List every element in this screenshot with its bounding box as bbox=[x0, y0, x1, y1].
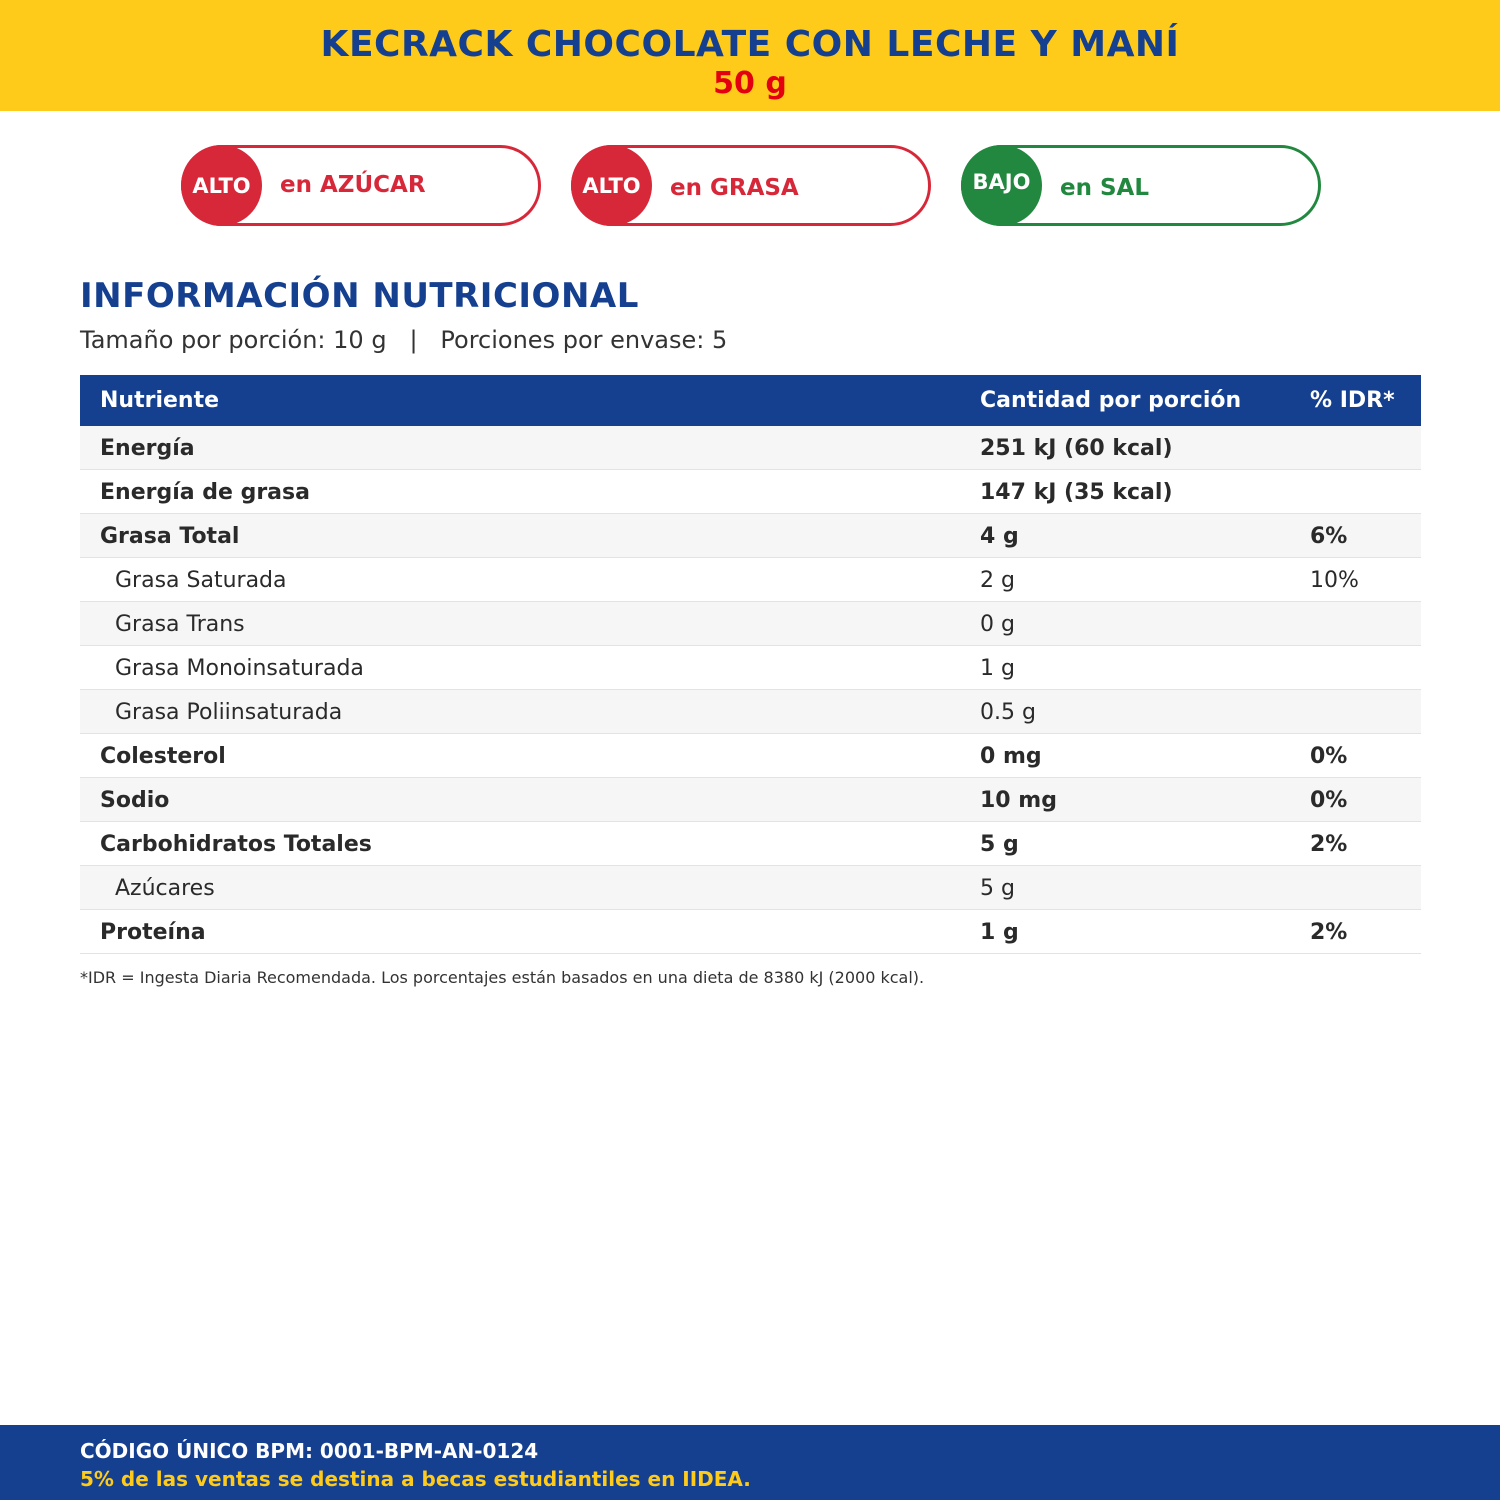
table-row bbox=[80, 822, 1421, 866]
top-banner bbox=[0, 0, 1500, 111]
nutrient-name: Carbohidratos Totales bbox=[100, 832, 372, 857]
nutrient-amount: 0.5 g bbox=[980, 700, 1036, 725]
nutrient-idr: 2% bbox=[1310, 832, 1348, 857]
nutrient-amount: 251 kJ (60 kcal) bbox=[980, 436, 1173, 461]
nutrient-amount: 0 g bbox=[980, 612, 1015, 637]
nutrient-name: Grasa Trans bbox=[115, 612, 245, 637]
nutrient-amount: 0 mg bbox=[980, 744, 1042, 769]
warning-text: en SAL bbox=[1060, 175, 1150, 201]
warning-text: en AZÚCAR bbox=[280, 172, 426, 198]
nutrient-amount: 1 g bbox=[980, 920, 1019, 945]
warning-level-circle: BAJO bbox=[961, 145, 1042, 226]
table-row bbox=[80, 866, 1421, 910]
column-header-idr: % IDR* bbox=[1310, 388, 1395, 413]
warning-level-circle: ALTO bbox=[181, 145, 262, 226]
warning-text: en GRASA bbox=[670, 175, 799, 201]
nutrient-amount: 5 g bbox=[980, 876, 1015, 901]
table-header bbox=[80, 375, 1421, 426]
nutrient-name: Proteína bbox=[100, 920, 206, 945]
nutrient-idr: 2% bbox=[1310, 920, 1348, 945]
product-title: KECRACK CHOCOLATE CON LECHE Y MANÍ bbox=[320, 24, 1180, 65]
table-row bbox=[80, 734, 1421, 778]
nutrient-name: Energía bbox=[100, 436, 195, 461]
nutrient-amount: 5 g bbox=[980, 832, 1019, 857]
table-row bbox=[80, 558, 1421, 602]
table-row bbox=[80, 514, 1421, 558]
donation-note: 5% de las ventas se destina a becas estudiantiles en IIDEA. bbox=[80, 1467, 751, 1491]
nutrient-name: Sodio bbox=[100, 788, 170, 813]
table-row bbox=[80, 778, 1421, 822]
nutrient-idr: 0% bbox=[1310, 744, 1348, 769]
bpm-code: CÓDIGO ÚNICO BPM: 0001-BPM-AN-0124 bbox=[80, 1439, 539, 1463]
warning-badge-fat bbox=[571, 145, 931, 226]
table-row bbox=[80, 602, 1421, 646]
nutrient-amount: 4 g bbox=[980, 524, 1019, 549]
nutrient-name: Colesterol bbox=[100, 744, 226, 769]
table-row bbox=[80, 910, 1421, 954]
table-row bbox=[80, 690, 1421, 734]
warning-badge-salt bbox=[961, 145, 1321, 226]
net-weight: 50 g bbox=[713, 66, 787, 101]
nutrient-name: Grasa Total bbox=[100, 524, 240, 549]
nutrient-name: Grasa Poliinsaturada bbox=[115, 700, 343, 725]
warning-badge-sugar bbox=[181, 145, 541, 226]
nutrient-idr: 0% bbox=[1310, 788, 1348, 813]
serving-info: Tamaño por porción: 10 g | Porciones por envase: 5 bbox=[80, 326, 728, 354]
table-row bbox=[80, 646, 1421, 690]
nutrient-amount: 10 mg bbox=[980, 788, 1057, 813]
table-row bbox=[80, 426, 1421, 470]
warning-level-circle: ALTO bbox=[571, 145, 652, 226]
nutrient-amount: 2 g bbox=[980, 568, 1015, 593]
bottom-banner bbox=[0, 1425, 1500, 1500]
nutrient-amount: 147 kJ (35 kcal) bbox=[980, 480, 1173, 505]
nutrient-idr: 10% bbox=[1310, 568, 1359, 593]
column-header-nutrient: Nutriente bbox=[100, 388, 220, 413]
nutrient-amount: 1 g bbox=[980, 656, 1015, 681]
nutrient-name: Grasa Monoinsaturada bbox=[115, 656, 364, 681]
nutrient-name: Grasa Saturada bbox=[115, 568, 287, 593]
column-header-amount: Cantidad por porción bbox=[980, 388, 1242, 413]
nutrient-idr: 6% bbox=[1310, 524, 1348, 549]
nutrient-name: Azúcares bbox=[115, 876, 215, 901]
idr-footnote: *IDR = Ingesta Diaria Recomendada. Los porcentajes están basados en una dieta de 8380 kJ (2000 kcal). bbox=[80, 968, 925, 987]
nutrient-name: Energía de grasa bbox=[100, 480, 310, 505]
table-row bbox=[80, 470, 1421, 514]
nutrition-table bbox=[80, 375, 1421, 954]
nutrition-title: INFORMACIÓN NUTRICIONAL bbox=[80, 276, 639, 316]
